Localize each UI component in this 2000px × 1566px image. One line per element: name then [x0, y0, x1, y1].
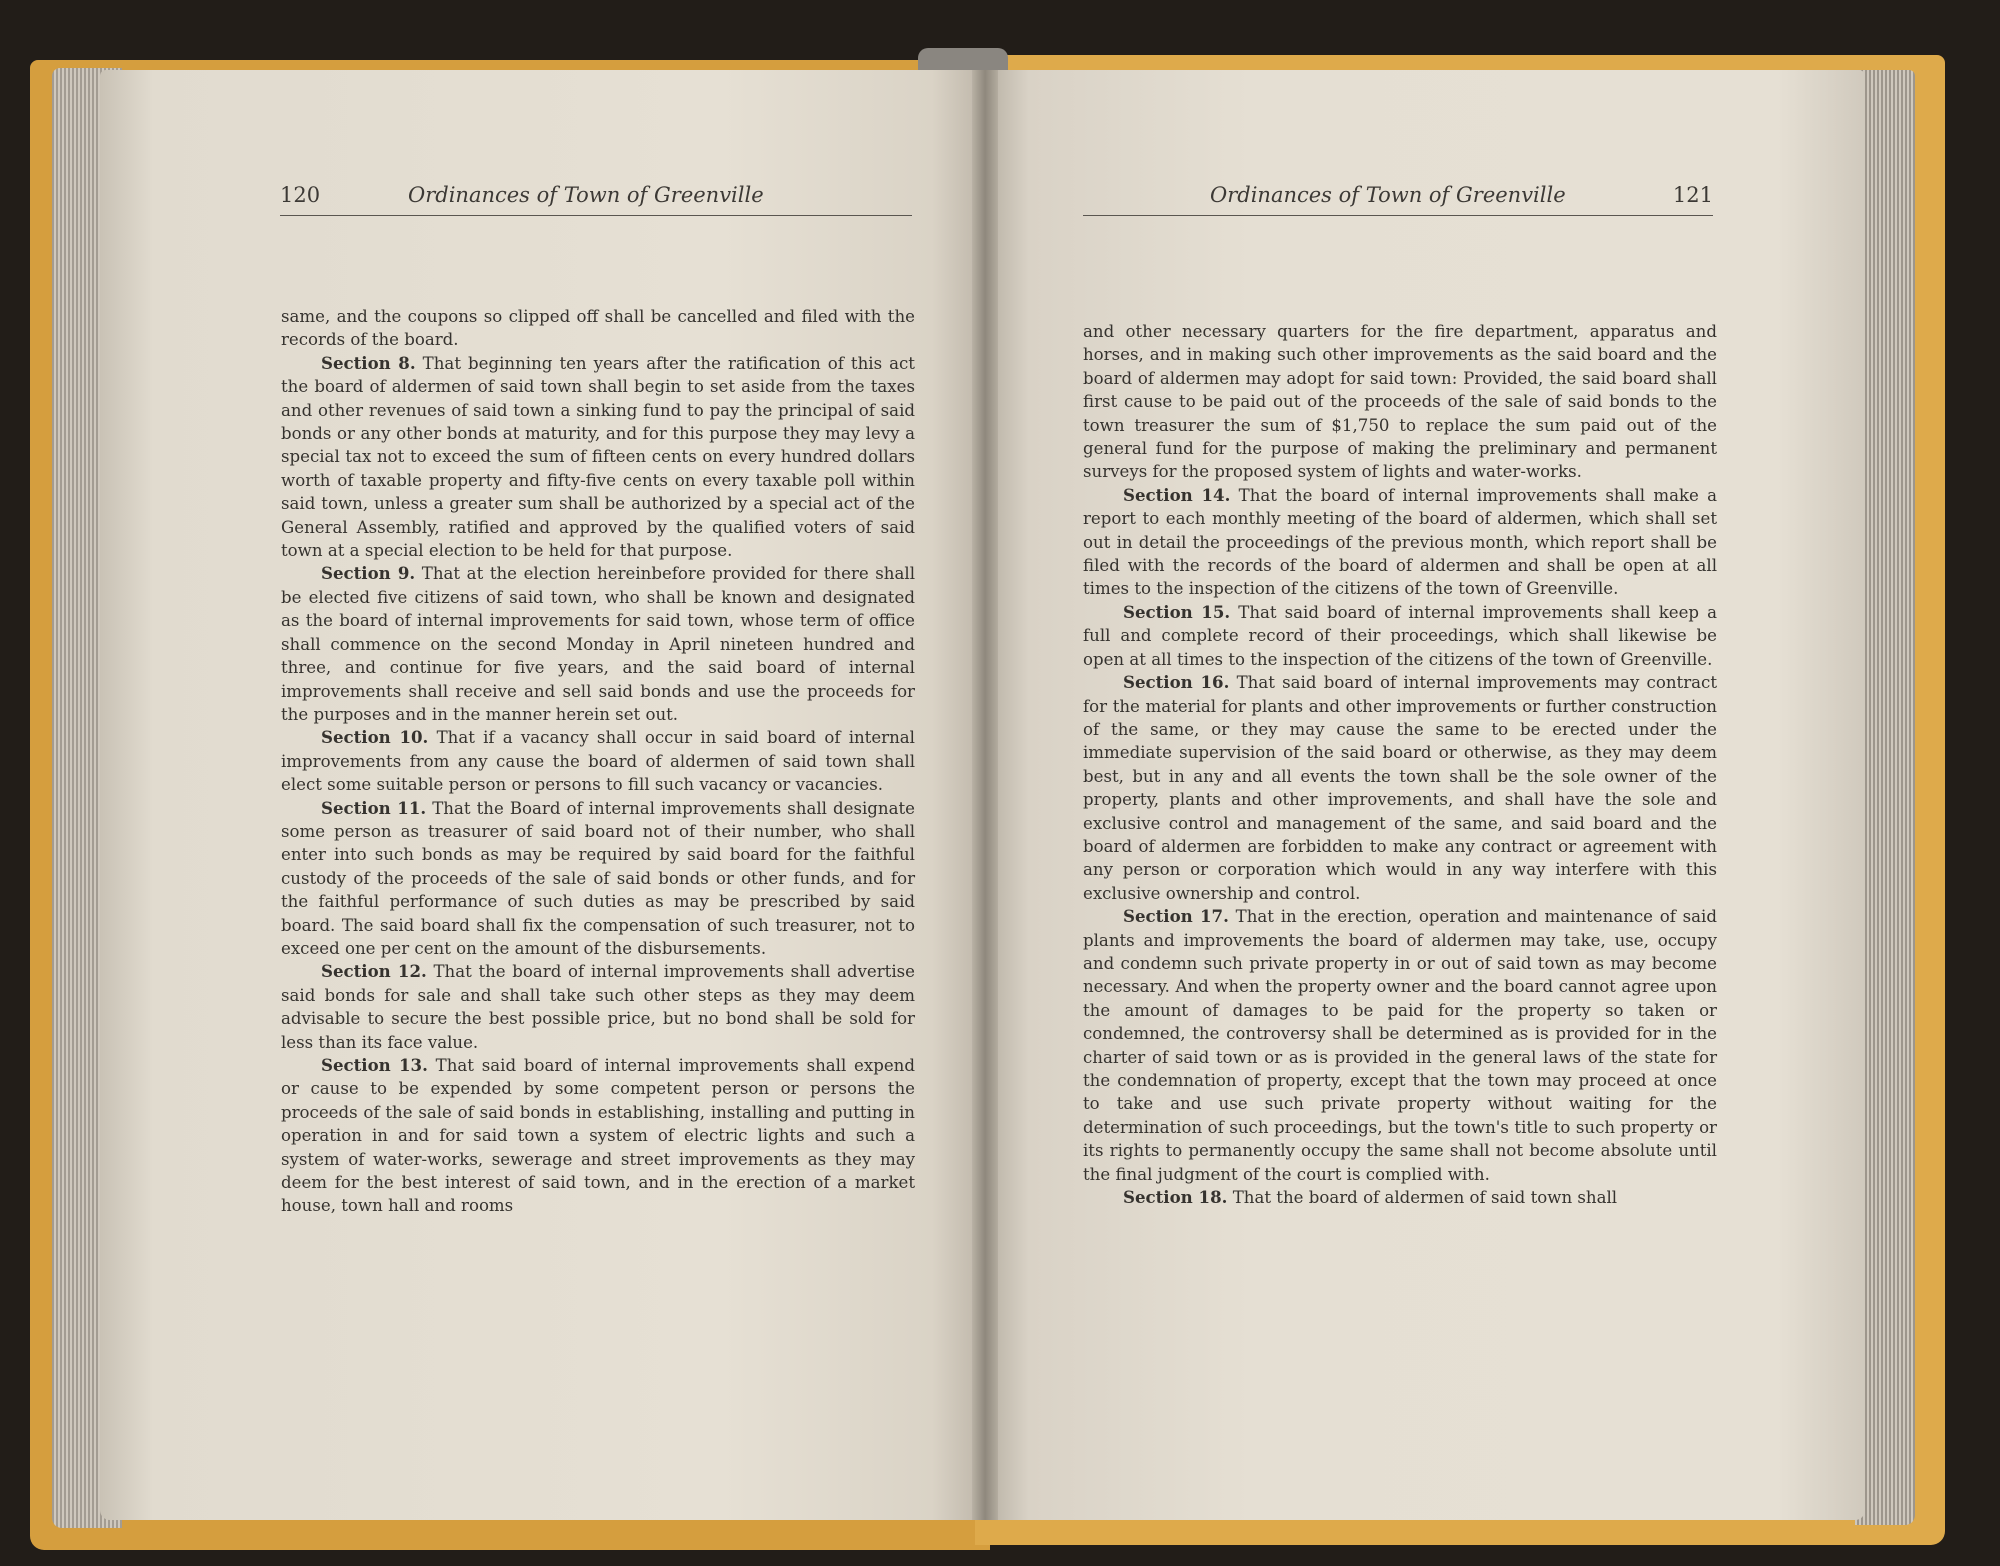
section-text: That beginning ten years after the ratification of this act the board of aldermen of said town shall begin to set aside from the taxes and other revenues of said town a sinking fund to pay the principal of said bonds or any other bonds at maturity, and for this purpose they may levy a special tax not to exceed the sum of fifteen cents on every hundred dollars worth of taxable property and fifty-five cents on every taxable poll within said town, unless a greater sum shall be authorized by a special act of the General Assembly, ratified and approved by the qualified voters of said town at a special election to be held for that purpose.	[281, 353, 915, 561]
paragraph	[281, 960, 915, 1054]
left-page-body	[281, 305, 915, 1218]
section-heading: Section 8.	[321, 352, 416, 373]
section-text: and other necessary quarters for the fire department, apparatus and horses, and in making such other improvements as the said board and the board of aldermen may adopt for said town: Provided, the said board shall first cause to be paid out of the proceeds of the sale of said bonds to the town treasurer the sum of $1,750 to replace the sum paid out of the general fund for the purpose of making the preliminary and permanent surveys for the proposed system of lights and water-works.	[1083, 322, 1717, 482]
left-header-rule	[280, 215, 912, 216]
paragraph	[281, 726, 915, 796]
paragraph	[281, 352, 915, 563]
paragraph	[1083, 484, 1717, 601]
section-text: That the board of internal improvements shall advertise said bonds for sale and shall take such other steps as they may deem advisable to secure the best possible price, but no bond shall be sold for less than its face value.	[281, 962, 915, 1052]
section-text: That said board of internal improvements may contract for the material for plants and other improvements or further construction of the same, or they may cause the same to be erected under the immediate supervision of the said board or otherwise, as they may deem best, but in any and all events the town shall be the sole owner of the property, plants and other improvements, and shall have the sole and exclusive control and management of the same, and said board and the board of aldermen are forbidden to make any contract or agreement with any person or corporation which would in any way interfere with this exclusive ownership and control.	[1083, 673, 1717, 903]
paragraph	[281, 562, 915, 726]
section-heading: Section 12.	[321, 961, 427, 982]
section-heading: Section 9.	[321, 563, 416, 584]
section-heading: Section 15.	[1123, 601, 1231, 622]
right-page-body	[1083, 320, 1717, 1209]
section-text: That the board of internal improvements shall make a report to each monthly meeting of the board of aldermen, which shall set out in detail the proceedings of the previous month, which report shall be filed with the records of the board of aldermen and shall be open at all times to the inspection of the citizens of the town of Greenville.	[1083, 485, 1717, 599]
paragraph	[1083, 320, 1717, 484]
section-text: That the board of aldermen of said town shall	[1232, 1188, 1618, 1208]
section-text: That if a vacancy shall occur in said board of internal improvements from any cause the board of aldermen of said town shall elect some suitable person or persons to fill such vacancy or vacancies.	[281, 728, 915, 795]
right-header-rule	[1083, 215, 1713, 216]
section-text: That said board of internal improvements shall expend or cause to be expended by some competent person or persons the proceeds of the sale of said bonds in establishing, installing and putting in operation in and for said town a system of electric lights and such a system of water-works, sewerage and street improvements as they may deem for the best interest of said town, and in the erection of a market house, town hall and rooms	[281, 1056, 915, 1216]
paragraph	[1083, 905, 1717, 1186]
section-text: That the Board of internal improvements shall designate some person as treasurer of said board not of their number, who shall enter into such bonds as may be required by said board for the faithful custody of the proceeds of the sale of said bonds or other funds, and for the faithful performance of such duties as may be prescribed by said board. The said board shall fix the compensation of such treasurer, not to exceed one per cent on the amount of the disbursements.	[281, 798, 915, 958]
right-page-number: 121	[1672, 183, 1713, 207]
section-heading: Section 11.	[321, 797, 427, 818]
right-page-header	[1083, 183, 1713, 217]
section-text: That said board of internal improvements shall keep a full and complete record of their proceedings, which shall likewise be open at all times to the inspection of the citizens of the town of Greenville.	[1083, 602, 1717, 669]
paragraph	[281, 1054, 915, 1218]
paragraph	[281, 797, 915, 961]
section-heading: Section 18.	[1123, 1187, 1228, 1208]
right-running-title: Ordinances of Town of Greenville	[1210, 183, 1566, 207]
left-page-number: 120	[280, 183, 321, 207]
section-heading: Section 13.	[321, 1055, 428, 1075]
paragraph	[1083, 1186, 1717, 1209]
section-heading: Section 14.	[1123, 484, 1231, 505]
section-text: That at the election hereinbefore provided for there shall be elected five citizens of said town, who shall be known and designated as the board of internal improvements for said town, whose term of office shall commence on the second Monday in April nineteen hundred and three, and continue for five years, and the said board of internal improvements shall receive and sell said bonds and use the proceeds for the purposes and in the manner herein set out.	[281, 564, 915, 724]
book-spine	[918, 48, 1008, 72]
left-page-header	[280, 183, 912, 217]
paragraph	[1083, 601, 1717, 671]
paragraph	[1083, 671, 1717, 905]
left-running-title: Ordinances of Town of Greenville	[408, 183, 764, 207]
paragraph	[281, 305, 915, 352]
section-text: same, and the coupons so clipped off shall be cancelled and filed with the records of the board.	[281, 307, 915, 350]
section-heading: Section 10.	[321, 727, 429, 748]
book-gutter	[972, 70, 998, 1520]
section-heading: Section 17.	[1123, 906, 1229, 927]
section-heading: Section 16.	[1123, 672, 1230, 693]
section-text: That in the erection, operation and maintenance of said plants and improvements the board of aldermen may take, use, occupy and condemn such private property in or out of said town as may become necessary. And when the property owner and the board cannot agree upon the amount of damages to be paid for the property so taken or condemned, the controversy shall be determined as is provided for in the charter of said town or as is provided in the general laws of the state for the condemnation of property, except that the town may proceed at once to take and use such private property without waiting for the determination of such proceedings, but the town's title to such property or its rights to permanently occupy the same shall not become absolute until the final judgment of the court is complied with.	[1083, 907, 1717, 1184]
